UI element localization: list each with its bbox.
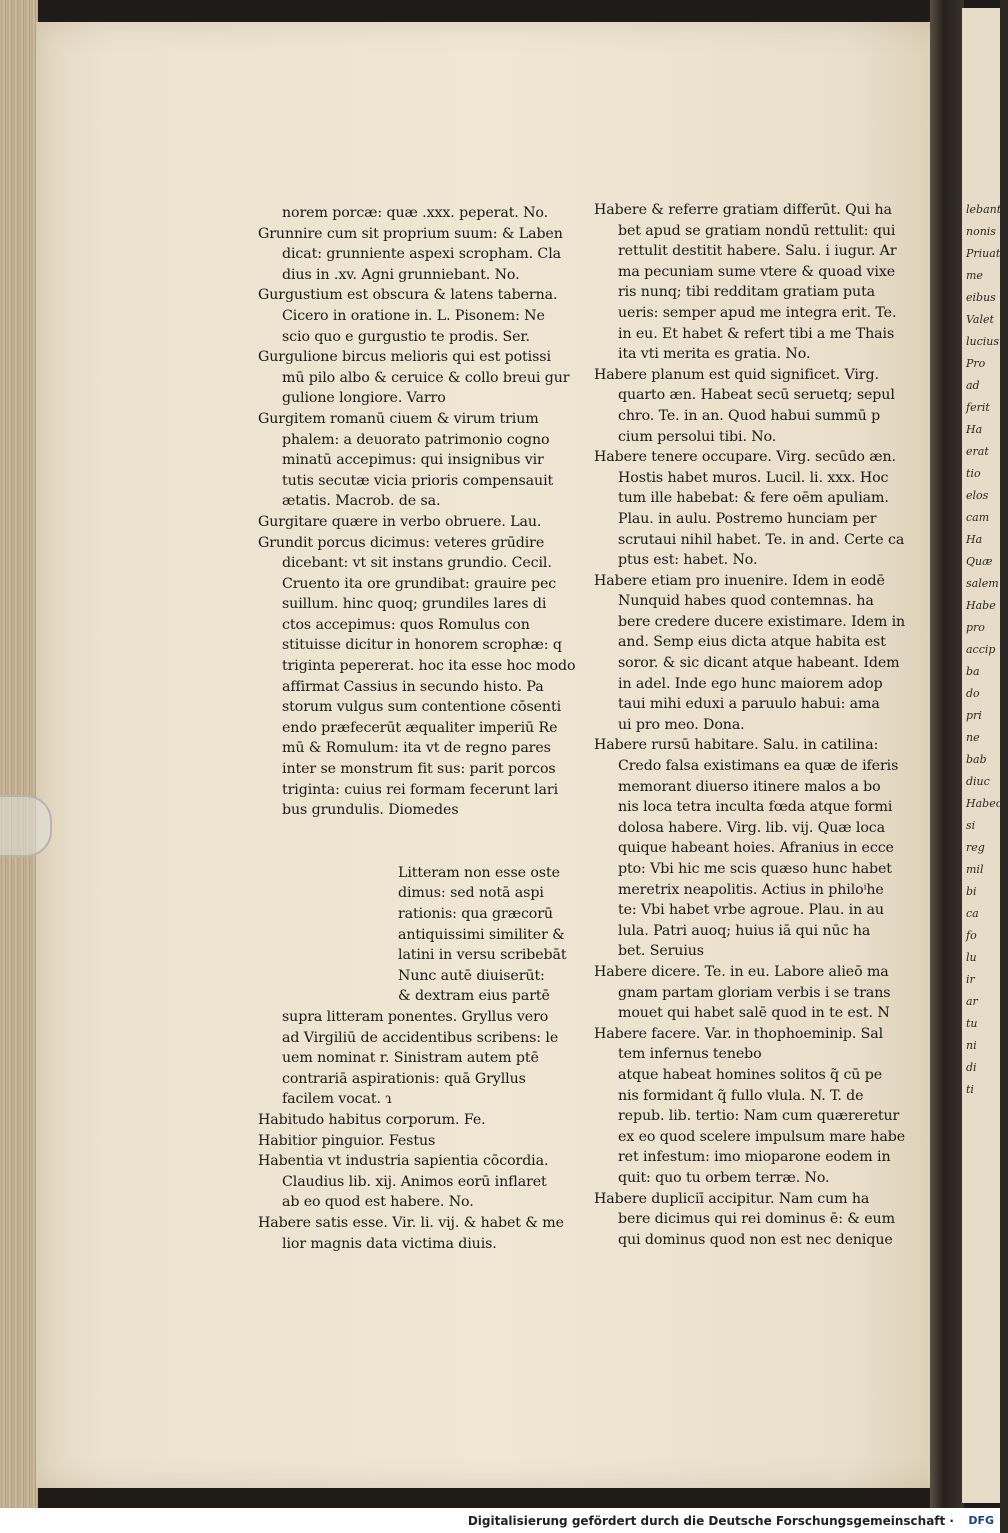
text-line: quarto æn. Habeat secū seruetq; sepul <box>618 387 895 404</box>
text-line: triginta: cuius rei formam fecerunt lari <box>282 781 559 798</box>
left-text-column <box>258 203 576 1254</box>
text-line: in adel. Inde ego hunc maiorem adop <box>618 675 883 692</box>
text-line: soror. & sic dicant atque habeant. Idem <box>618 655 900 672</box>
text-line: & dextram eius partē <box>398 988 550 1005</box>
facing-page-fragment: cam <box>966 511 990 524</box>
digitization-footer <box>0 1508 1000 1533</box>
facing-page-fragment: mil <box>966 863 984 876</box>
facing-page-fragment: me <box>966 269 983 282</box>
facing-page-fragment: ir <box>966 973 975 986</box>
footer-credit-text: Digitalisierung gefördert durch die Deutsche Forschungsgemeinschaft · <box>467 1514 954 1528</box>
text-line: storum vulgus sum contentione cōsenti <box>282 699 562 716</box>
facing-page-fragment: lebanto <box>966 203 1008 216</box>
text-line: Grundit porcus dicimus: veteres grūdire <box>258 534 545 551</box>
facing-page-fragment: tio <box>966 467 981 480</box>
facing-page-fragment: do <box>966 687 980 700</box>
facing-page-fragment: pri <box>966 709 982 722</box>
text-line: lior magnis data victima diuis. <box>282 1235 497 1252</box>
text-line: tum ille habebat: & fere oēm apuliam. <box>618 490 889 507</box>
text-line: Habere etiam pro inuenire. Idem in eodē <box>594 572 885 589</box>
text-line: gnam partam gloriam verbis i se trans <box>618 984 891 1001</box>
text-line: in eu. Et habet & refert tibi a me Thais <box>618 325 895 342</box>
text-line: nis formidant q̃ fullo vlula. N. T. de <box>618 1087 864 1104</box>
text-line: Credo falsa existimans ea quæ de iferis <box>618 758 899 775</box>
book-gutter <box>930 0 964 1508</box>
facing-page-fragment: pro <box>966 621 985 634</box>
text-line: dius in .xv. Agni grunniebant. No. <box>282 266 520 283</box>
facing-page-fragment: Ha <box>966 533 983 546</box>
text-line: Habere satis esse. Vir. li. vij. & habet & me <box>258 1214 564 1231</box>
facing-page-fragment: ferit <box>966 401 990 414</box>
text-line: Litteram non esse oste <box>398 864 560 881</box>
facing-page-fragment: Ha <box>966 423 983 436</box>
facing-page-fragment: Pro <box>966 357 986 370</box>
text-line: pto: Vbi hic me scis quæso hunc habet <box>618 861 892 877</box>
facing-page-fragment: ni <box>966 1039 977 1052</box>
text-line: Habere & referre gratiam differūt. Qui ha <box>594 202 892 218</box>
text-line: Hostis habet muros. Lucil. li. xxx. Hoc <box>618 469 889 486</box>
text-line: nis loca tetra inculta fœda atque formi <box>618 799 893 816</box>
facing-page-fragment: ad <box>966 379 980 392</box>
text-line: atque habeat homines solitos q̃ cū pe <box>618 1066 883 1083</box>
text-line: dicebant: vt sit instans grundio. Cecil. <box>282 555 552 572</box>
text-line: ætatis. Macrob. de sa. <box>282 493 441 510</box>
text-line: Plau. in aulu. Postremo hunciam per <box>618 510 877 527</box>
text-line: ptus est: habet. No. <box>618 552 758 569</box>
text-line: mū & Romulum: ita vt de regno pares <box>282 740 551 757</box>
text-line: cium persolui tibi. No. <box>618 428 777 445</box>
text-line: lula. Patri auoq; huius iā qui nūc ha <box>618 922 871 939</box>
text-line: Cicero in oratione in. L. Pisonem: Ne <box>282 307 545 324</box>
text-line: supra litteram ponentes. Gryllus vero <box>282 1008 549 1025</box>
text-line: te: Vbi habet vrbe agroue. Plau. in au <box>618 902 884 919</box>
text-line: contrariā aspirationis: quā Gryllus <box>282 1070 526 1087</box>
facing-page-fragment: ba <box>966 665 980 678</box>
text-line: rationis: qua græcorū <box>398 906 553 922</box>
facing-page-fragment: Priuata <box>966 247 1007 260</box>
text-line: quit: quo tu orbem terræ. No. <box>618 1169 830 1186</box>
facing-page-fragment: reg <box>966 841 985 854</box>
text-line: and. Semp eius dicta atque habita est <box>618 634 886 651</box>
text-line: tem infernus tenebo <box>618 1046 762 1063</box>
right-text-column <box>594 200 906 1250</box>
text-line: bus grundulis. Diomedes <box>282 802 459 819</box>
facing-page-fragment: diuc <box>966 775 990 788</box>
facing-page-fragment: si <box>966 819 976 832</box>
facing-page-edge <box>962 8 1008 1503</box>
text-line: ueris: semper apud me integra erit. Te. <box>618 304 897 321</box>
text-line: tutis secutæ vicia prioris compensauit <box>282 472 554 489</box>
text-line: Habere dupliciī accipitur. Nam cum ha <box>594 1190 870 1207</box>
text-line: mū pilo albo & ceruice & collo breui gur <box>282 369 570 386</box>
facing-page-fragment: ca <box>966 907 979 920</box>
facing-page-fragment: bi <box>966 885 977 898</box>
text-line: meretrix neapolitis. Actius in philoⁱhe <box>618 881 884 898</box>
text-line: dolosa habere. Virg. lib. vij. Quæ loca <box>618 819 885 836</box>
text-line: Gurgustium est obscura & latens taberna. <box>258 287 558 304</box>
facing-page-fragment: erat <box>966 445 989 458</box>
text-line: repub. lib. tertio: Nam cum quæreretur <box>618 1108 900 1125</box>
column-gap <box>258 821 564 863</box>
text-line: inter se monstrum fit sus: parit porcos <box>282 761 556 778</box>
facing-page-fragment: ti <box>966 1083 974 1096</box>
text-line: bere credere ducere existimare. Idem in <box>618 613 906 630</box>
text-line: Habere rursū habitare. Salu. in catilina: <box>594 737 879 754</box>
text-line: ita vti merita es gratia. No. <box>618 346 811 363</box>
text-line: antiquissimi similiter & <box>398 926 565 943</box>
facing-page-fragment: fo <box>966 929 977 942</box>
text-line: qui dominus quod non est nec denique <box>618 1231 893 1248</box>
text-line: norem porcæ: quæ .xxx. peperat. No. <box>282 205 549 221</box>
text-line: Claudius lib. xij. Animos eorū inflaret <box>282 1173 547 1190</box>
text-line: ui pro meo. Dona. <box>618 716 745 733</box>
text-line: bere dicimus qui rei dominus ē: & eum <box>618 1211 895 1228</box>
text-line: taui mihi eduxi a paruulo habui: ama <box>618 696 880 713</box>
text-line: affirmat Cassius in secundo histo. Pa <box>282 678 544 695</box>
book-page-edges <box>0 0 38 1508</box>
text-line: suillum. hinc quoq; grundiles lares di <box>282 596 547 613</box>
text-line: ctos accepimus: quos Romulus con <box>282 616 530 633</box>
text-line: Cruento ita ore grundibat: grauire pec <box>282 575 557 592</box>
facing-page-fragment: eibus <box>966 291 996 304</box>
text-line: Grunnire cum sit proprium suum: & Laben <box>258 225 563 242</box>
facing-page-fragment: salem <box>966 577 999 590</box>
text-line: ad Virgiliū de accidentibus scribens: le <box>282 1029 559 1046</box>
facing-page-fragment: elos <box>966 489 989 502</box>
facing-page-fragment: Valet <box>966 313 994 326</box>
text-line: memorant diuerso itinere malos a bo <box>618 778 881 795</box>
facing-page-fragment: Habeo <box>966 797 1003 810</box>
facing-page-fragment: Habe <box>966 599 996 612</box>
text-line: ma pecuniam sume vtere & quoad vixe <box>618 263 896 280</box>
text-line: Nunquid habes quod contemnas. ha <box>618 593 874 610</box>
text-line: Habere tenere occupare. Virg. secūdo æn. <box>594 449 896 466</box>
text-line: Habentia vt industria sapientia cōcordia. <box>258 1153 549 1170</box>
text-line: ret infestum: imo mioparone eodem in <box>618 1149 891 1166</box>
text-line: Habere facere. Var. in thophoeminip. Sal <box>594 1025 884 1042</box>
text-line: rettulit destitit habere. Salu. i iugur. Ar <box>618 243 897 260</box>
text-line: gulione longiore. Varro <box>282 390 446 407</box>
page-clip <box>0 795 52 857</box>
text-line: bet. Seruius <box>618 943 704 960</box>
facing-page-fragment: nonis <box>966 225 996 238</box>
facing-page-fragment: ar <box>966 995 978 1008</box>
facing-page-fragment: lucius <box>966 335 1000 348</box>
text-line: Habitior pinguior. Festus <box>258 1132 436 1149</box>
text-line: Nunc autē diuiserūt: <box>398 967 545 984</box>
text-line: latini in versu scribebāt <box>398 947 567 964</box>
text-line: bet apud se gratiam nondū rettulit: qui <box>618 222 896 239</box>
text-line: Habere dicere. Te. in eu. Labore alieō ma <box>594 963 889 980</box>
dfg-logo-icon: DFG <box>968 1514 994 1527</box>
text-line: phalem: a deuorato patrimonio cogno <box>282 431 550 448</box>
text-line: uem nominat r. Sinistram autem ptē <box>282 1050 539 1067</box>
facing-page-fragment: bab <box>966 753 987 766</box>
facing-page-fragment: ne <box>966 731 980 744</box>
text-line: quique habeant hoies. Afranius in ecce <box>618 840 894 857</box>
text-line: Gurgitare quære in verbo obruere. Lau. <box>258 513 542 530</box>
facing-page-fragment: lu <box>966 951 977 964</box>
text-line: facilem vocat. ɿ <box>282 1091 392 1108</box>
facing-page-fragment: Quæ <box>966 555 993 568</box>
text-line: dimus: sed notā aspi <box>398 885 544 902</box>
text-line: Gurgulione bircus melioris qui est potissi <box>258 349 551 366</box>
facing-page-fragment: di <box>966 1061 977 1074</box>
facing-page-fragment: tu <box>966 1017 978 1030</box>
text-line: ab eo quod est habere. No. <box>282 1194 474 1211</box>
facing-page-fragment: accip <box>966 643 996 656</box>
text-line: endo præfecerūt æqualiter imperiū Re <box>282 719 558 736</box>
text-line: dicat: grunniente aspexi scropham. Cla <box>282 246 561 263</box>
text-line: minatū accepimus: qui insignibus vir <box>282 452 544 469</box>
text-line: stituisse dicitur in honorem scrophæ: q <box>282 637 562 654</box>
text-line: scio quo e gurgustio te prodis. Ser. <box>282 328 530 345</box>
text-line: scrutaui nihil habet. Te. in and. Certe ca <box>618 531 905 548</box>
text-line: mouet qui habet salē quod in te est. N <box>618 1005 890 1022</box>
text-line: triginta pepererat. hoc ita esse hoc modo <box>282 658 576 675</box>
text-line: chro. Te. in an. Quod habui summū p <box>618 407 881 424</box>
text-line: Habitudo habitus corporum. Fe. <box>258 1111 486 1128</box>
text-line: ex eo quod scelere impulsum mare habe <box>618 1128 906 1145</box>
text-line: ris nunq; tibi redditam gratiam puta <box>618 284 876 301</box>
text-line: Gurgitem romanū ciuem & virum trium <box>258 410 539 427</box>
text-line: Habere planum est quid significet. Virg. <box>594 366 879 383</box>
